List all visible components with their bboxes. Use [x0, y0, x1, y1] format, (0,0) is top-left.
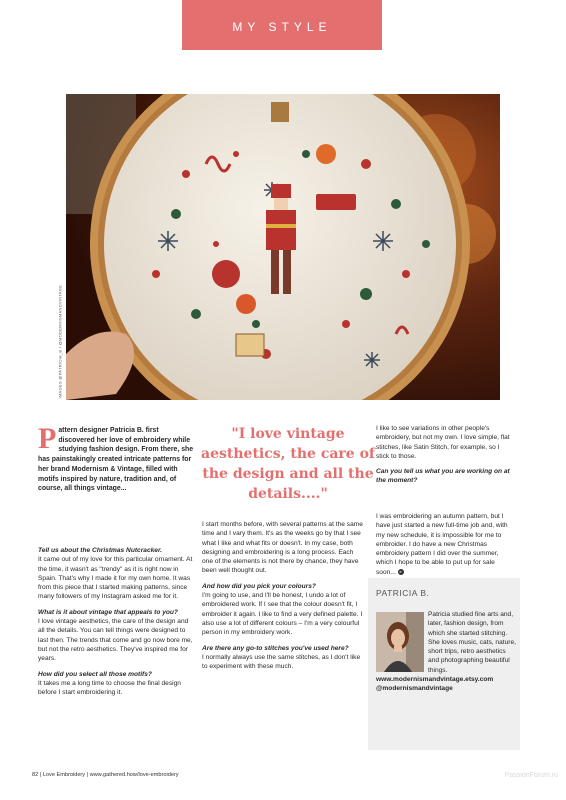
intro-text: attern designer Patricia B. first discovered her love of embroidery while studying fashion design. From there, she has painstakingly created intricate patterns for her brand Modernism & Vintage, filled with motifs inspired by nature, tradition and, of course, all things vintage... [38, 427, 194, 493]
profile-bio-text: Patricia studied fine arts and, later, fashion design, from which she started stitching. She loves music, cats, nature, short trips, retro aesthetics and photographing beautiful things. [428, 611, 516, 674]
drop-cap: P [38, 422, 57, 455]
footer-url[interactable]: www.gathered.how/love-embroidery [89, 772, 179, 778]
question: Can you tell us what you are working on at the moment? [376, 468, 510, 485]
answer: I'm going to use, and I'll be honest, I undo a lot of embroidered work. If I see that the colour doesn't fit, I embroider it again. I like to find a very defined palette. I also use a lot of different colours – I'm a very colourful person in my embroidery work. [202, 592, 363, 637]
question: And how did you pick your colours? [202, 582, 316, 590]
answer: I was embroidering an autumn pattern, but I have just started a new full-time job and, with my new schedule, it is impossible for me to embroider. I do have a new Christmas embroidery pattern I did over the summer, which I hope to be able to put up for sale soon... [376, 513, 508, 576]
column-3-answer [376, 512, 514, 577]
paragraph: I start months before, with several patterns at the same time and I vary them. It's as the weeks go by that I see what I like and what fits or doesn't. In my case, both designing and embroidering is a long process. Each one of the elements is not there by chance, they have been well thought out. [202, 521, 363, 575]
answer: It takes me a long time to choose the final design before I start embroidering it. [38, 679, 181, 697]
magazine-name: Love Embroidery [42, 772, 86, 778]
profile-instagram-link[interactable]: @modernismandvintage [376, 685, 453, 693]
column-1 [38, 546, 196, 697]
pull-quote: "I love vintage aesthetics, the care of the design and all the details...." [201, 426, 375, 502]
question: Tell us about the Christmas Nutcracker. [38, 547, 162, 554]
intro-paragraph [38, 422, 196, 494]
profile-bio [376, 610, 516, 694]
watermark: PassionForum.ru [504, 772, 558, 779]
column-3-top [376, 424, 514, 486]
section-banner [182, 0, 382, 50]
page-number: 82 [32, 772, 39, 778]
paragraph: I like to see variations in other people's embroidery, but not my own. I love simple, flat stitches, like Satin Stitch, for example, so I stick to those. [376, 425, 510, 460]
end-mark-icon: e [399, 569, 402, 575]
profile-name: PATRICIA B. [376, 588, 430, 598]
answer: It came out of my love for this particular ornament. At the time, it wasn't as "trendy" as it is right now in Spain. That's why I made it for my own home. It was from this piece that I started making patterns, since many followers of my Instagram asked me for it. [38, 556, 193, 601]
question: How did you select all those motifs? [38, 670, 152, 678]
answer: I normally always use the same stitches, as I don't like to experiment with these much. [202, 653, 361, 671]
photo-credit: IMAGES @PATRICIA_B / @MODERNISMANDVINTAGE [57, 284, 63, 399]
question: Are there any go-to stitches you've used here? [202, 644, 349, 652]
profile-website-link[interactable]: www.modernismandvintage.etsy.com [376, 676, 494, 684]
profile-box [368, 578, 520, 750]
embroidery-hoop-image [66, 94, 500, 400]
page-footer: 82 | Love Embroidery | www.gathered.how/love-embroidery [32, 772, 179, 778]
hero-photo [66, 94, 500, 400]
answer: I love vintage aesthetics, the care of the design and all the details. You can tell things were designed to last then. The trends that come and go now bore me, but not the retro aesthetics. They've inspired me for years. [38, 618, 193, 663]
section-title: MY STYLE [232, 20, 332, 34]
column-2 [202, 520, 366, 671]
question: What is it about vintage that appeals to you? [38, 608, 178, 616]
